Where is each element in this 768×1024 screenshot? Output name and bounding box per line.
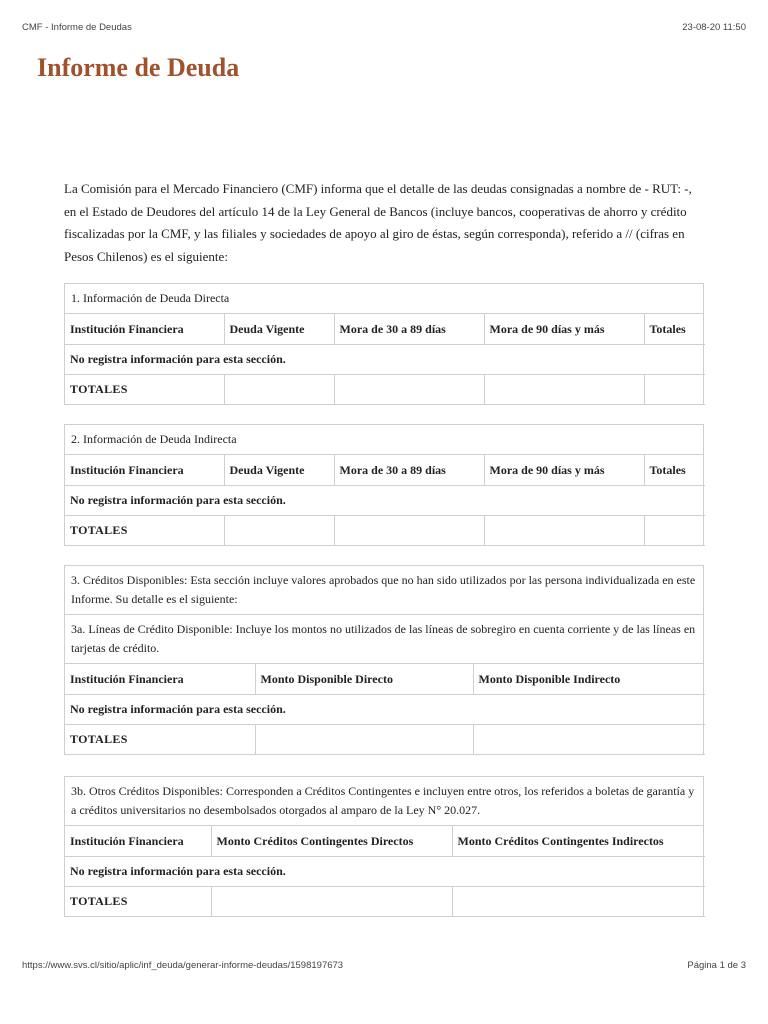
table-cell <box>484 516 644 546</box>
section-other-credit <box>64 776 704 917</box>
print-header <box>22 22 746 36</box>
column-header: Deuda Vigente <box>224 314 334 345</box>
table-cell <box>484 375 644 405</box>
totals-label: TOTALES <box>65 375 224 405</box>
table-cell <box>644 516 705 546</box>
intro-paragraph: La Comisión para el Mercado Financiero (CMF) informa que el detalle de las deudas consignadas a nombre de - RUT: -, en el Estado de Deudores del artículo 14 de la Ley General de Bancos (incluye bancos, cooperativas de ahorro y crédito fiscalizadas por la CMF, y las filiales y sociedades de apoyo al giro de éstas, según corresponda), referido a // (cifras en Pesos Chilenos) es el siguiente: <box>64 181 692 264</box>
totals-row <box>65 375 705 405</box>
column-header: Deuda Vigente <box>224 455 334 486</box>
table-cell <box>644 375 705 405</box>
no-record-message: No registra información para esta sección. <box>65 486 705 516</box>
column-header: Mora de 30 a 89 días <box>334 455 484 486</box>
section-title: 3. Créditos Disponibles: Esta sección incluye valores aprobados que no han sido utilizados por las persona individualizada en este Informe. Su detalle es el siguiente: <box>65 566 703 615</box>
column-header: Totales <box>644 455 705 486</box>
totals-row <box>65 516 705 546</box>
table-cell <box>255 725 473 755</box>
section-direct-debt <box>64 283 704 405</box>
table-cell <box>334 516 484 546</box>
subsection-title: 3a. Líneas de Crédito Disponible: Incluye los montos no utilizados de las líneas de sobregiro en cuenta corriente y de las líneas en tarjetas de crédito. <box>65 615 703 664</box>
column-header: Monto Disponible Directo <box>255 664 473 695</box>
contingent-credit-table <box>65 826 705 917</box>
table-row <box>65 486 705 516</box>
section-available-credit <box>64 565 704 755</box>
column-header: Institución Financiera <box>65 455 224 486</box>
column-header: Institución Financiera <box>65 826 211 857</box>
table-header-row <box>65 826 705 857</box>
totals-row <box>65 725 705 755</box>
table-header-row <box>65 455 705 486</box>
table-cell <box>334 375 484 405</box>
table-cell <box>452 887 705 917</box>
table-row <box>65 857 705 887</box>
column-header: Totales <box>644 314 705 345</box>
print-footer-page-number: Página 1 de 3 <box>687 960 746 971</box>
column-header: Institución Financiera <box>65 314 224 345</box>
page-title: Informe de Deuda <box>37 53 240 82</box>
table-header-row <box>65 664 705 695</box>
credit-lines-table <box>65 664 705 755</box>
no-record-message: No registra información para esta sección. <box>65 345 705 375</box>
print-footer <box>22 960 746 974</box>
column-header: Institución Financiera <box>65 664 255 695</box>
section-indirect-debt <box>64 424 704 546</box>
section-title: 1. Información de Deuda Directa <box>65 284 703 314</box>
section-title: 3b. Otros Créditos Disponibles: Corresponden a Créditos Contingentes e incluyen entre otros, los referidos a boletas de garantía y a créditos universitarios no desembolsados otorgados al amparo de la Ley N° 20.027. <box>65 777 703 826</box>
table-cell <box>211 887 452 917</box>
table-row <box>65 695 705 725</box>
table-row <box>65 345 705 375</box>
column-header: Mora de 30 a 89 días <box>334 314 484 345</box>
totals-label: TOTALES <box>65 516 224 546</box>
direct-debt-table <box>65 314 705 405</box>
no-record-message: No registra información para esta sección. <box>65 695 705 725</box>
table-cell <box>224 516 334 546</box>
column-header: Mora de 90 días y más <box>484 455 644 486</box>
table-header-row <box>65 314 705 345</box>
totals-label: TOTALES <box>65 725 255 755</box>
column-header: Mora de 90 días y más <box>484 314 644 345</box>
totals-label: TOTALES <box>65 887 211 917</box>
print-header-datetime: 23-08-20 11:50 <box>682 22 746 33</box>
column-header: Monto Créditos Contingentes Directos <box>211 826 452 857</box>
column-header: Monto Créditos Contingentes Indirectos <box>452 826 705 857</box>
print-footer-url: https://www.svs.cl/sitio/aplic/inf_deuda/generar-informe-deudas/1598197673 <box>22 960 344 971</box>
totals-row <box>65 887 705 917</box>
print-header-title: CMF - Informe de Deudas <box>22 22 132 33</box>
indirect-debt-table <box>65 455 705 546</box>
table-cell <box>473 725 705 755</box>
no-record-message: No registra información para esta sección. <box>65 857 705 887</box>
column-header: Monto Disponible Indirecto <box>473 664 705 695</box>
table-cell <box>224 375 334 405</box>
section-title: 2. Información de Deuda Indirecta <box>65 425 703 455</box>
